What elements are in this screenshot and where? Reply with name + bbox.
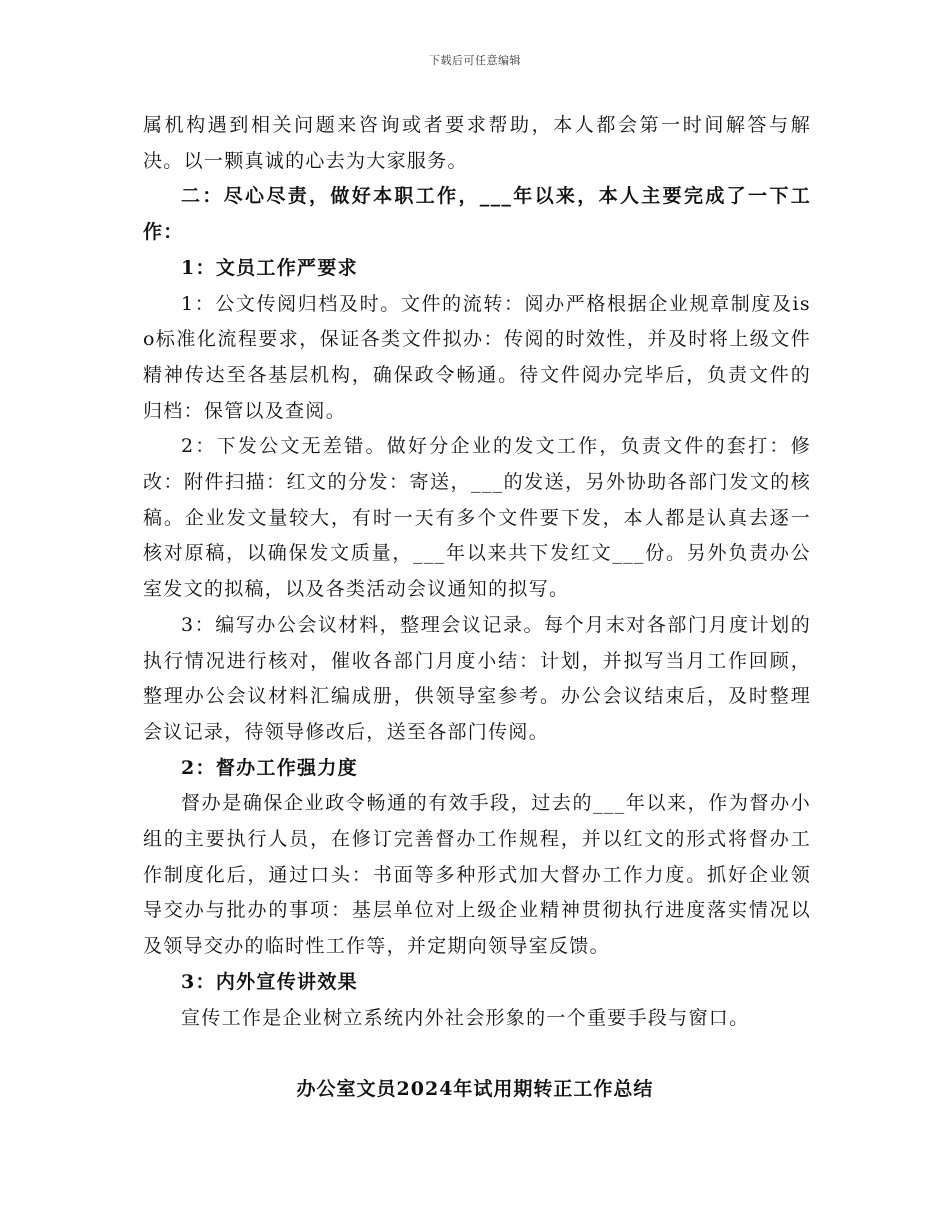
paragraph: 属机构遇到相关问题来咨询或者要求帮助，本人都会第一时间解答与解决。以一颗真诚的心去为大家服务。 [143,114,811,172]
paragraph: 3：编写办公会议材料，整理会议记录。每个月末对各部门月度计划的执行情况进行核对，催收各部门月度小结：计划，并拟写当月工作回顾，整理办公会议材料汇编成册，供领导室参考。办公会议结束后，及时整理会议记录，待领导修改后，送至各部门传阅。 [143,613,811,743]
subsection-heading: 1：文员工作严要求 [181,256,358,279]
paragraph: 宣传工作是企业树立系统内外社会形象的一个重要手段与窗口。 [181,1006,750,1029]
document-title: 办公室文员2024年试用期转正工作总结 [296,1078,654,1100]
subsection-heading: 3：内外宣传讲效果 [181,970,358,993]
subsection-heading: 2：督办工作强力度 [181,756,358,779]
paragraph: 督办是确保企业政令畅通的有效手段，过去的___年以来，作为督办小组的主要执行人员，在修订完善督办工作规程，并以红文的形式将督办工作制度化后，通过口头：书面等多种形式加大督办工作力度。抓好企业领导交办与批办的事项：基层单位对上级企业精神贯彻执行进度落实情况以及领导交办的临时性工作等，并定期向领导室反馈。 [143,792,811,958]
section-heading: 二：尽心尽责，做好本职工作，___年以来，本人主要完成了一下工作： [143,185,811,244]
page-header-note: 下载后可任意编辑 [429,54,521,67]
paragraph: 2：下发公文无差错。做好分企业的发文工作，负责文件的套打：修改：附件扫描：红文的分发：寄送，___的发送，另外协助各部门发文的核稿。企业发文量较大，有时一天有多个文件要下发，本人都是认真去逐一核对原稿，以确保发文质量，___年以来共下发红文___份。另外负责办公室发文的拟稿，以及各类活动会议通知的拟写。 [143,435,811,601]
document-body [143,108,811,1036]
paragraph: 1：公文传阅归档及时。文件的流转：阅办严格根据企业规章制度及iso标准化流程要求，保证各类文件拟办：传阅的时效性，并及时将上级文件精神传达至各基层机构，确保政令畅通。待文件阅办完毕后，负责文件的归档：保管以及查阅。 [143,292,811,422]
